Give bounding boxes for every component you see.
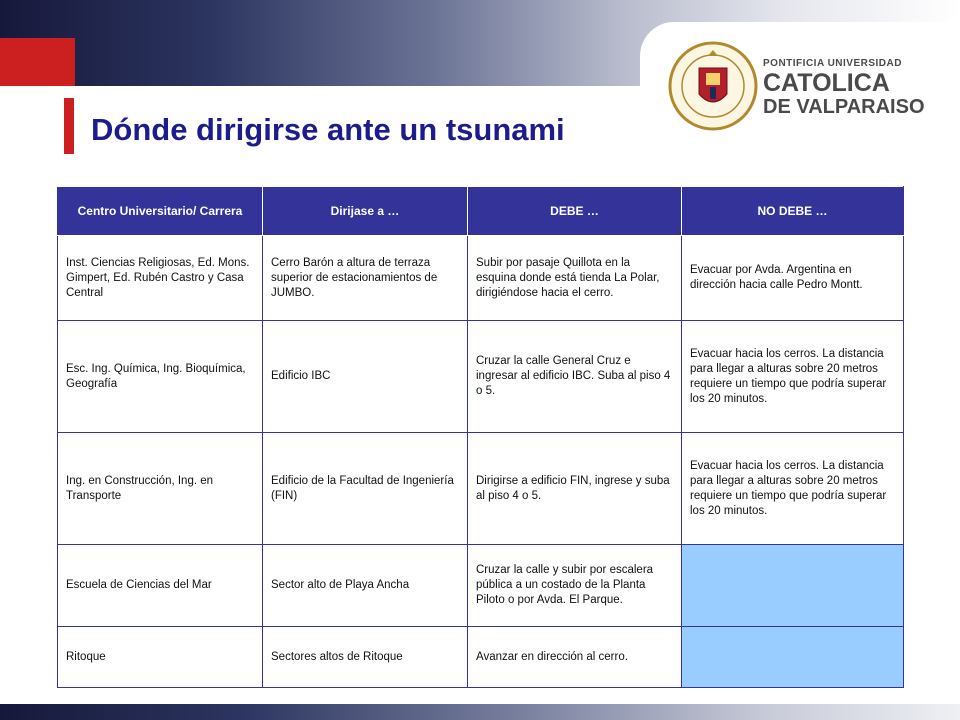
cell-centro: Inst. Ciencias Religiosas, Ed. Mons. Gimpert, Ed. Rubén Castro y Casa Central	[58, 236, 263, 321]
header-centro: Centro Universitario/ Carrera	[58, 187, 263, 236]
cell-dirijase: Cerro Barón a altura de terraza superior de estacionamientos de JUMBO.	[263, 236, 468, 321]
cell-debe: Dirigirse a edificio FIN, ingrese y suba al piso 4 o 5.	[468, 433, 682, 545]
table-row	[58, 627, 904, 688]
cell-no-debe: Evacuar hacia los cerros. La distancia para llegar a alturas sobre 20 metros requiere un tiempo que podría superar los 20 minutos.	[682, 433, 904, 545]
logo-wordmark	[763, 58, 938, 118]
cell-dirijase: Edificio IBC	[263, 321, 468, 433]
cell-debe: Cruzar la calle General Cruz e ingresar al edificio IBC. Suba al piso 4 o 5.	[468, 321, 682, 433]
table-row	[58, 545, 904, 627]
cell-dirijase: Edificio de la Facultad de Ingeniería (FIN)	[263, 433, 468, 545]
red-accent-block	[0, 38, 75, 86]
table-row	[58, 321, 904, 433]
table-row	[58, 433, 904, 545]
title-accent-bar	[64, 98, 74, 154]
cell-dirijase: Sectores altos de Ritoque	[263, 627, 468, 688]
cell-centro: Ritoque	[58, 627, 263, 688]
cell-no-debe: Evacuar hacia los cerros. La distancia para llegar a alturas sobre 20 metros requiere un tiempo que podría superar los 20 minutos.	[682, 321, 904, 433]
cell-debe: Avanzar en dirección al cerro.	[468, 627, 682, 688]
cell-no-debe: Evacuar por Avda. Argentina en dirección hacia calle Pedro Montt.	[682, 236, 904, 321]
cell-dirijase: Sector alto de Playa Ancha	[263, 545, 468, 627]
logo-line-3: DE VALPARAISO	[763, 96, 925, 118]
cell-centro: Esc. Ing. Química, Ing. Bioquímica, Geografía	[58, 321, 263, 433]
header-dirijase: Dirijase a …	[263, 187, 468, 236]
cell-no-debe-empty	[682, 627, 904, 688]
table-header-row	[58, 187, 904, 236]
slide-title: Dónde dirigirse ante un tsunami	[91, 112, 565, 147]
evacuation-table	[57, 186, 904, 688]
header-debe: DEBE …	[468, 187, 682, 236]
cell-debe: Subir por pasaje Quillota en la esquina donde está tienda La Polar, dirigiéndose hacia el cerro.	[468, 236, 682, 321]
university-logo	[668, 38, 938, 138]
logo-line-2: CATOLICA	[763, 69, 890, 97]
bottom-gradient-band	[0, 704, 960, 720]
cell-centro: Escuela de Ciencias del Mar	[58, 545, 263, 627]
table-row	[58, 236, 904, 321]
logo-line-1: PONTIFICIA UNIVERSIDAD	[763, 58, 902, 69]
cell-no-debe-empty	[682, 545, 904, 627]
cell-centro: Ing. en Construcción, Ing. en Transporte	[58, 433, 263, 545]
cell-debe: Cruzar la calle y subir por escalera pública a un costado de la Planta Piloto o por Avda. El Parque.	[468, 545, 682, 627]
header-no-debe: NO DEBE …	[682, 187, 904, 236]
university-seal-icon	[668, 38, 758, 134]
